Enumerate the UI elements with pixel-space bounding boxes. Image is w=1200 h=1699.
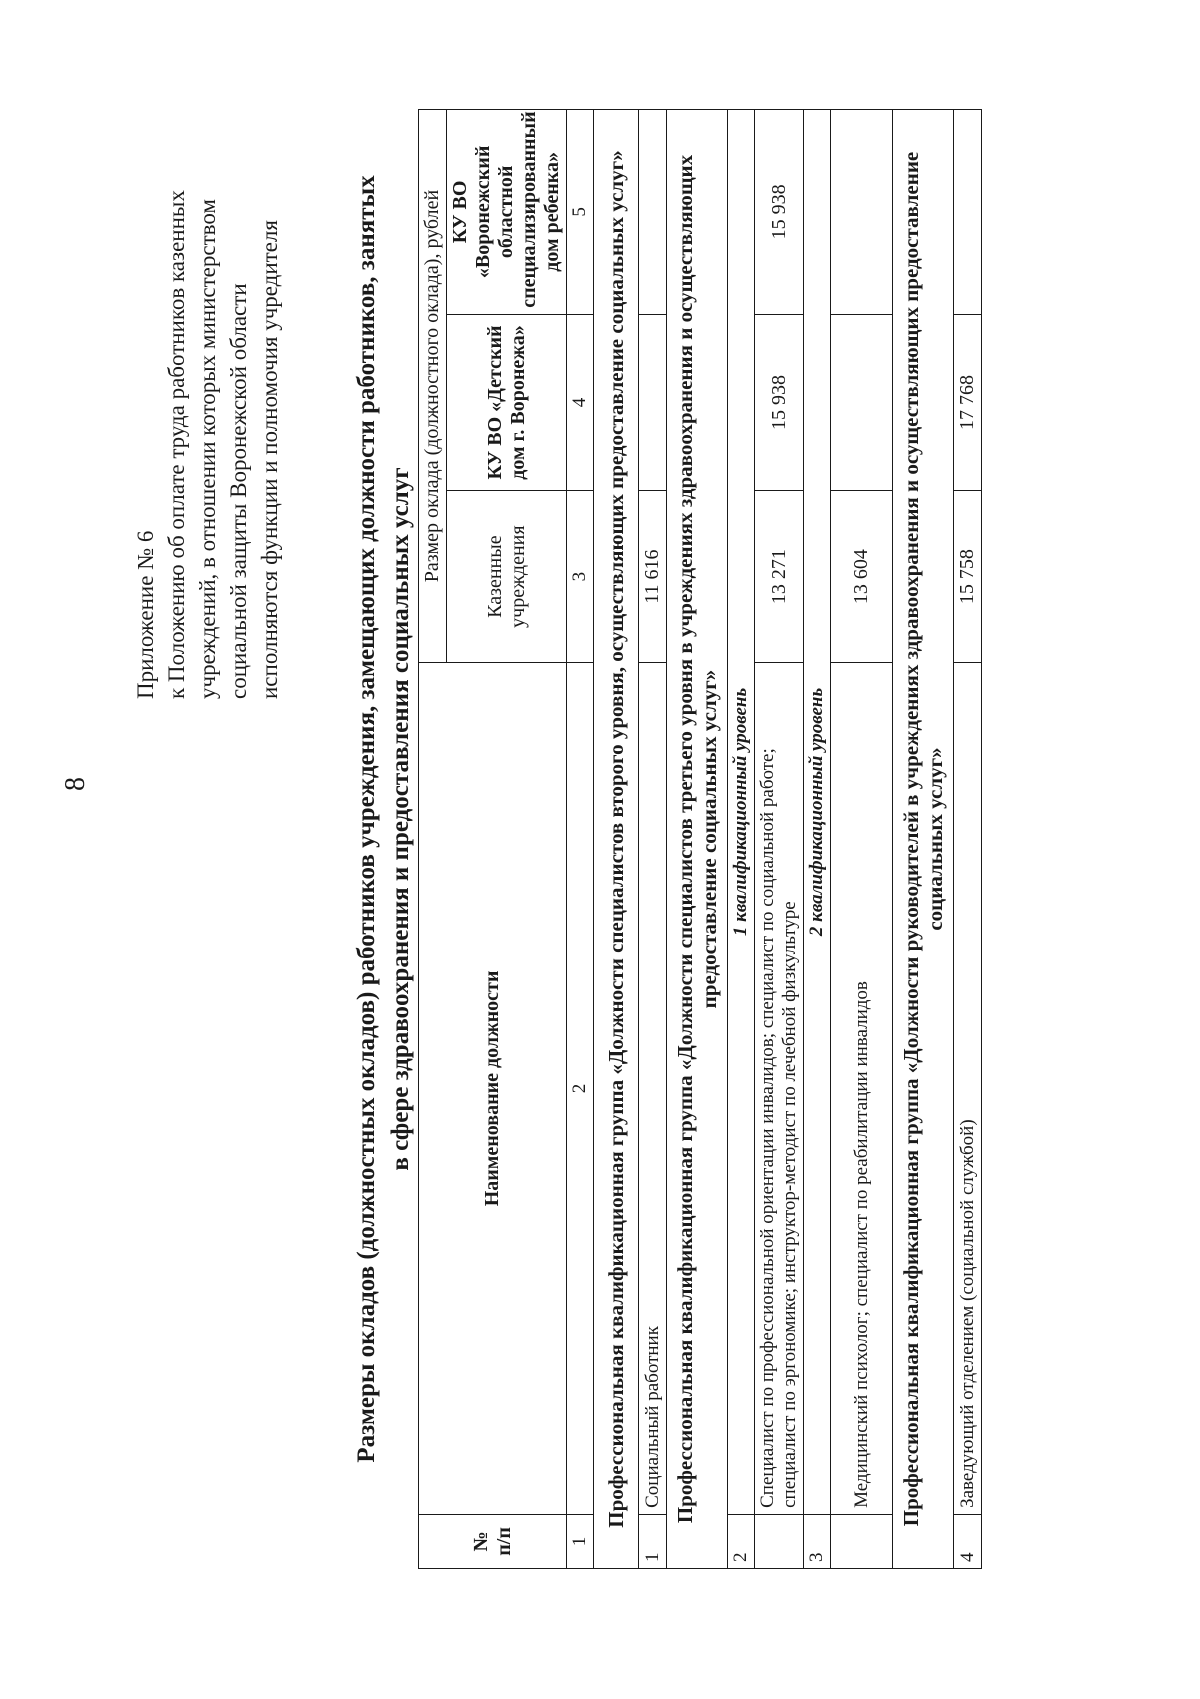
salary-domrebenka — [954, 110, 982, 315]
row-num: 1 — [639, 1514, 667, 1568]
salary-domrebenka: 15 938 — [755, 110, 804, 315]
position-name: Специалист по профессиональной ориентации инвалидов; специалист по социальной работе; специалист по эргономике; инструктор-методист по лечебной физкультуре — [755, 663, 804, 1515]
table-row — [755, 110, 804, 1569]
position-name: Медицинский психолог; специалист по реабилитации инвалидов — [831, 663, 893, 1515]
group-row — [893, 110, 954, 1569]
group-title: Профессиональная квалификационная группа «Должности специалистов третьего уровня в учреждениях здравоохранения и осуществляющих предоставление социальных услуг» — [667, 110, 728, 1569]
document-title — [350, 99, 418, 1539]
header-kazennye: Казенные учреждения — [447, 491, 567, 663]
header-salary-group: Размер оклада (должностного оклада), рублей — [419, 110, 447, 663]
table-row — [639, 110, 667, 1569]
group-row — [667, 110, 728, 1569]
row-num: 4 — [954, 1514, 982, 1568]
table-row — [831, 110, 893, 1569]
header-position-name: Наименование должности — [419, 663, 567, 1515]
qualification-level: 2 квалификационный уровень — [804, 110, 831, 1515]
position-name: Социальный работник — [639, 663, 667, 1515]
header-num: № п/п — [419, 1514, 567, 1568]
column-number: 5 — [567, 110, 594, 315]
row-num: 3 — [804, 1514, 831, 1568]
header-domrebenka: КУ ВО «Воронежский областной специализированный дом ребенка» — [447, 110, 567, 315]
salary-detdom — [831, 314, 893, 490]
appendix-line: Приложение № 6 — [133, 530, 158, 699]
group-title: Профессиональная квалификационная группа «Должности специалистов второго уровня, осуществляющих предоставление социальных услуг» — [594, 110, 639, 1569]
header-row — [419, 110, 447, 1569]
group-row — [594, 110, 639, 1569]
salary-kazennye: 13 604 — [831, 491, 893, 663]
column-number: 1 — [567, 1514, 594, 1568]
header-detdom: КУ ВО «Детский дом г. Воронежа» — [447, 314, 567, 490]
appendix-header — [130, 59, 285, 699]
qualification-level: 1 квалификационный уровень — [728, 110, 755, 1515]
salary-table — [418, 109, 982, 1569]
appendix-line: социальной защиты Воронежской области — [226, 283, 251, 699]
title-line-1: Размеры окладов (должностных окладов) работников учреждения, замещающих должности работников, занятых — [353, 175, 380, 1463]
group-title: Профессиональная квалификационная группа «Должности руководителей в учреждениях здравоохранения и осуществляющих предоставление социальных услуг» — [893, 110, 954, 1569]
column-number: 4 — [567, 314, 594, 490]
salary-detdom: 15 938 — [755, 314, 804, 490]
appendix-line: к Положению об оплате труда работников казенных — [164, 190, 189, 699]
appendix-line: учреждений, в отношении которых министерством — [195, 199, 220, 699]
column-number: 2 — [567, 663, 594, 1515]
salary-kazennye: 15 758 — [954, 491, 982, 663]
level-row — [804, 110, 831, 1569]
column-numbers-row — [567, 110, 594, 1569]
page-number: 8 — [60, 777, 91, 791]
title-line-2: в сфере здравоохранения и предоставления социальных услуг — [387, 467, 414, 1171]
appendix-line: исполняются функции и полномочия учредителя — [257, 219, 282, 699]
row-num — [831, 1514, 893, 1568]
level-row — [728, 110, 755, 1569]
column-number: 3 — [567, 491, 594, 663]
salary-kazennye: 13 271 — [755, 491, 804, 663]
row-num — [755, 1514, 804, 1568]
salary-detdom — [639, 314, 667, 490]
table-row — [954, 110, 982, 1569]
row-num: 2 — [728, 1514, 755, 1568]
salary-domrebenka — [639, 110, 667, 315]
salary-domrebenka — [831, 110, 893, 315]
salary-detdom: 17 768 — [954, 314, 982, 490]
salary-kazennye: 11 616 — [639, 491, 667, 663]
position-name: Заведующий отделением (социальной службой) — [954, 663, 982, 1515]
